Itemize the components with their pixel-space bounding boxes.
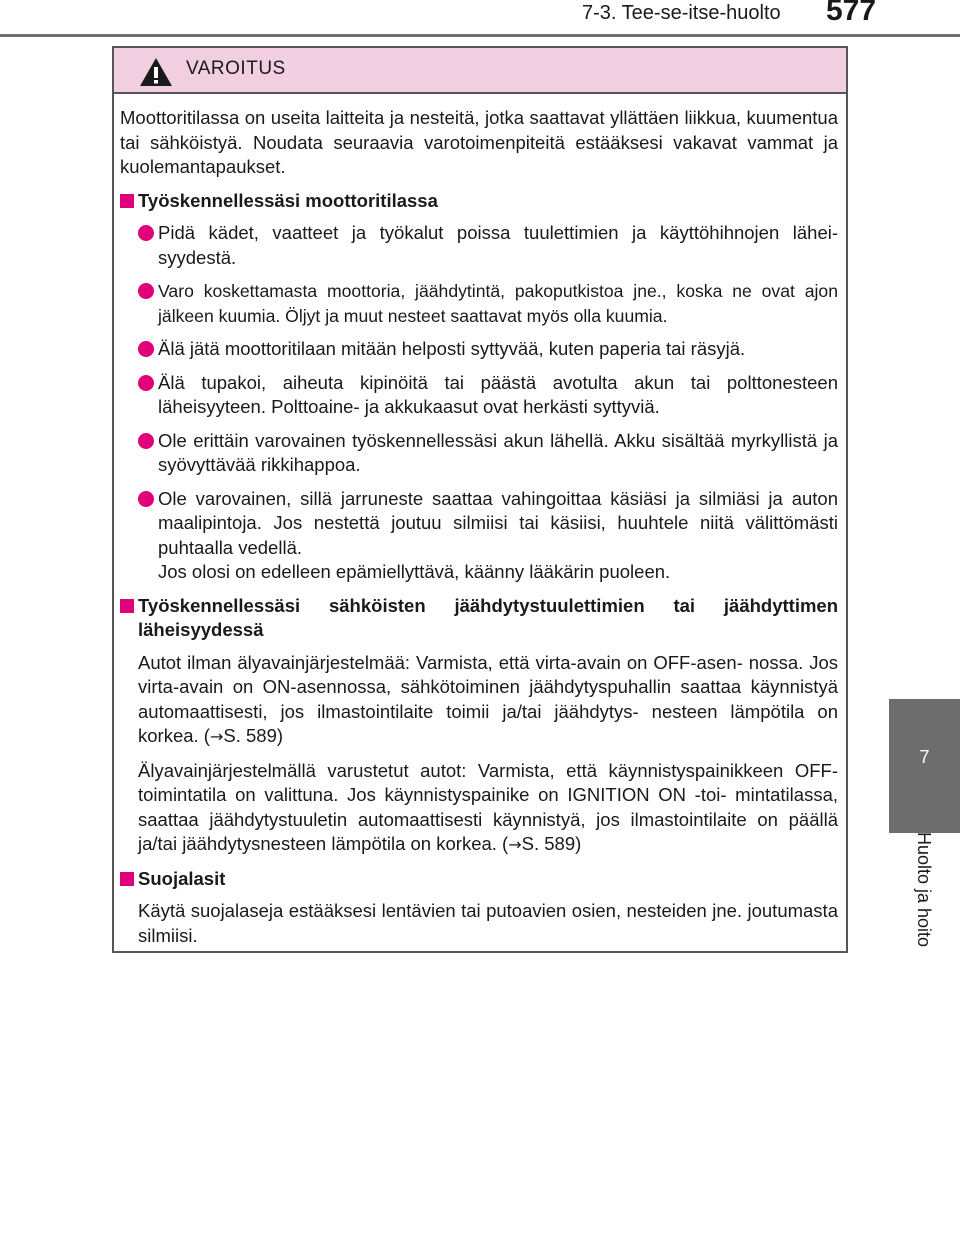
list-item-text: Varo koskettamasta moottoria, jäähdytintä, pakoputkistoa jne., koska ne ovat ajon jälkeen kuumia. Öljyt ja muut nesteet saattavat myös olla kuumia. xyxy=(158,281,838,326)
page-reference: S. 589) xyxy=(223,725,284,746)
round-bullet-icon xyxy=(138,433,154,449)
list-item-text: Älä jätä moottoritilaan mitään helposti syttyvää, kuten paperia tai räsyjä. xyxy=(158,338,746,359)
list-item-text: Ole varovainen, sillä jarruneste saattaa vahingoittaa käsiäsi ja silmiäsi ja auton maalipintoja. Jos nestettä joutuu silmiisi tai käsiisi, huuhtele niitä välittömästi puhtaalla vedellä. xyxy=(158,487,838,558)
warning-title: VAROITUS xyxy=(186,58,286,79)
section-paragraph xyxy=(118,759,838,858)
section-heading-text: Työskennellessäsi sähköisten jäähdytystuulettimien tai jäähdyttimen läheisyydessä xyxy=(138,594,838,640)
list-item-extra-text: Jos olosi on edelleen epämiellyttävä, käänny lääkärin puoleen. xyxy=(158,561,671,582)
warning-body xyxy=(114,94,846,948)
round-bullet-icon xyxy=(138,491,154,507)
chapter-number: 7 xyxy=(919,747,930,767)
list-item xyxy=(118,429,838,478)
chapter-title: Huolto ja hoito xyxy=(914,831,935,947)
paragraph-text: Autot ilman älyavainjärjestelmää: Varmista, että virta-avain on OFF-asen- nossa. Jos virta-avain on ON-asennossa, sähkötoiminen jäähdytyspuhallin saattaa käynnistyä automaattisesti, jos ilmastointilaite toimii ja/tai jäähdytys- nesteen lämpötila on korkea. ( xyxy=(138,651,838,746)
square-bullet-icon xyxy=(120,872,134,886)
list-item xyxy=(118,221,838,270)
section-heading xyxy=(118,867,838,892)
list-item xyxy=(118,371,838,420)
list-item-text: Ole erittäin varovainen työskennellessäsi akun lähellä. Akku sisältää myrkyllistä ja syövyttävää rikkihappoa. xyxy=(158,429,838,475)
chapter-tab xyxy=(889,699,960,833)
list-item-text: Pidä kädet, vaatteet ja työkalut poissa tuulettimien ja käyttöhihnojen lähei- syydestä. xyxy=(158,222,838,268)
list-item-text: Älä tupakoi, aiheuta kipinöitä tai päästä avotulta akun tai polttonesteen läheisyyteen. Polttoaine- ja akkukaasut ovat herkästi syttyviä. xyxy=(158,371,838,417)
section-heading-text: Suojalasit xyxy=(138,867,226,889)
round-bullet-icon xyxy=(138,225,154,241)
round-bullet-icon xyxy=(138,283,154,299)
paragraph-text: Älyavainjärjestelmällä varustetut autot: Varmista, että käynnistyspainikkeen OFF-toimintatila on valittuna. Jos käynnistyspainike on IGNITION ON -toi- mintatilassa, saattaa jäähdytystuuletin automaattisesti käynnistyä, jos ilmastointilaite on päällä ja/tai jäähdytysnesteen lämpötila on korkea. ( xyxy=(138,759,838,854)
page-number: 577 xyxy=(826,0,877,27)
section-title: 7-3. Tee-se-itse-huolto xyxy=(582,2,781,24)
arrow-right-icon: → xyxy=(209,727,224,746)
list-item xyxy=(118,487,838,585)
round-bullet-icon xyxy=(138,341,154,357)
section-paragraph xyxy=(118,651,838,750)
list-item xyxy=(118,279,838,328)
warning-intro: Moottoritilassa on useita laitteita ja nesteitä, jotka saattavat yllättäen liikkua, kuumentua tai sähköistyä. Noudata seuraavia varotoimenpiteitä estääksesi vakavat vammat ja kuolemantapaukset. xyxy=(120,107,838,177)
warning-box xyxy=(112,46,848,953)
square-bullet-icon xyxy=(120,599,134,613)
warning-triangle-icon xyxy=(138,56,174,88)
section-heading-text: Työskennellessäsi moottoritilassa xyxy=(138,189,438,211)
header-divider xyxy=(0,34,960,37)
page-reference: S. 589) xyxy=(521,833,582,854)
section-paragraph: Käytä suojalaseja estääksesi lentävien tai putoavien osien, nesteiden jne. joutumasta silmiisi. xyxy=(138,900,838,946)
square-bullet-icon xyxy=(120,194,134,208)
round-bullet-icon xyxy=(138,375,154,391)
warning-header xyxy=(114,48,846,94)
section-heading xyxy=(118,594,838,643)
list-item xyxy=(118,337,838,362)
section-heading xyxy=(118,189,838,214)
chapter-title-vertical xyxy=(876,831,960,947)
arrow-right-icon: → xyxy=(508,835,522,854)
